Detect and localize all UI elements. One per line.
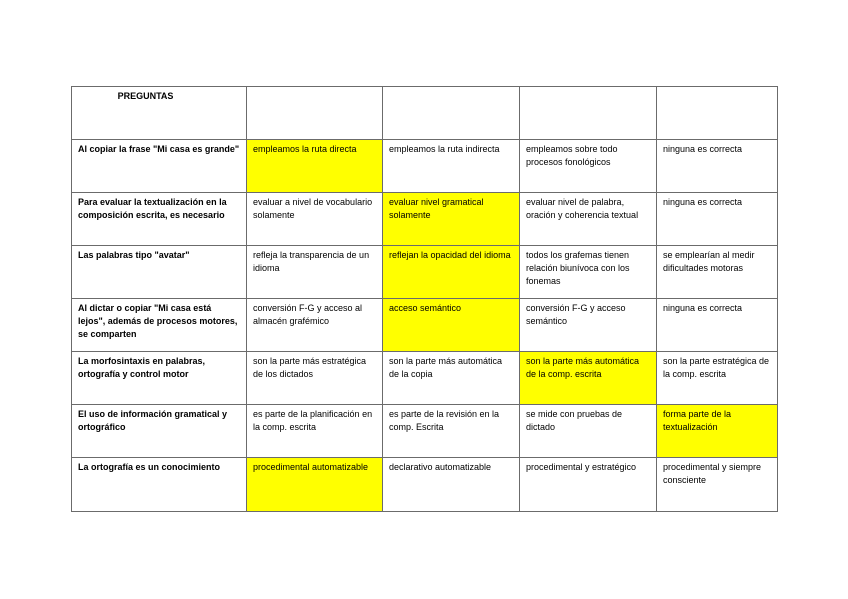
answer-cell-highlighted: son la parte más automática de la comp. escrita	[520, 352, 657, 405]
header-cell-empty	[247, 87, 383, 140]
answer-cell: todos los grafemas tienen relación biunívoca con los fonemas	[520, 246, 657, 299]
answer-cell: conversión F-G y acceso semántico	[520, 299, 657, 352]
quiz-table	[71, 86, 778, 512]
answer-cell: conversión F-G y acceso al almacén grafémico	[247, 299, 383, 352]
answer-cell-highlighted: evaluar nivel gramatical solamente	[383, 193, 520, 246]
answer-cell-highlighted: reflejan la opacidad del idioma	[383, 246, 520, 299]
question-row	[72, 193, 778, 246]
answer-cell: evaluar a nivel de vocabulario solamente	[247, 193, 383, 246]
header-row	[72, 87, 778, 140]
answer-cell: ninguna es correcta	[657, 140, 778, 193]
question-cell: El uso de información gramatical y ortográfico	[72, 405, 247, 458]
header-preguntas-label: PREGUNTAS	[117, 91, 174, 101]
answer-cell: ninguna es correcta	[657, 299, 778, 352]
header-cell-preguntas	[72, 87, 247, 140]
question-cell: La morfosintaxis en palabras, ortografía y control motor	[72, 352, 247, 405]
answer-cell-highlighted: forma parte de la textualización	[657, 405, 778, 458]
quiz-table-body	[72, 87, 778, 512]
answer-cell: se mide con pruebas de dictado	[520, 405, 657, 458]
question-row	[72, 299, 778, 352]
answer-cell: procedimental y estratégico	[520, 458, 657, 512]
answer-cell: son la parte más estratégica de los dictados	[247, 352, 383, 405]
answer-cell: son la parte más automática de la copia	[383, 352, 520, 405]
answer-cell: declarativo automatizable	[383, 458, 520, 512]
question-row	[72, 246, 778, 299]
question-row	[72, 458, 778, 512]
answer-cell-highlighted: acceso semántico	[383, 299, 520, 352]
answer-cell: evaluar nivel de palabra, oración y coherencia textual	[520, 193, 657, 246]
question-cell: Al dictar o copiar "Mi casa está lejos", además de procesos motores, se comparten	[72, 299, 247, 352]
header-cell-empty	[383, 87, 520, 140]
answer-cell: procedimental y siempre consciente	[657, 458, 778, 512]
question-cell: La ortografía es un conocimiento	[72, 458, 247, 512]
answer-cell: son la parte estratégica de la comp. escrita	[657, 352, 778, 405]
answer-cell-highlighted: empleamos la ruta directa	[247, 140, 383, 193]
question-row	[72, 140, 778, 193]
answer-cell: empleamos la ruta indirecta	[383, 140, 520, 193]
question-cell: Al copiar la frase "Mi casa es grande"	[72, 140, 247, 193]
answer-cell: ninguna es correcta	[657, 193, 778, 246]
answer-cell-highlighted: procedimental automatizable	[247, 458, 383, 512]
answer-cell: refleja la transparencia de un idioma	[247, 246, 383, 299]
question-row	[72, 352, 778, 405]
answer-cell: se emplearían al medir dificultades motoras	[657, 246, 778, 299]
answer-cell: es parte de la revisión en la comp. Escrita	[383, 405, 520, 458]
header-cell-empty	[520, 87, 657, 140]
question-cell: Para evaluar la textualización en la composición escrita, es necesario	[72, 193, 247, 246]
header-cell-empty	[657, 87, 778, 140]
answer-cell: es parte de la planificación en la comp. escrita	[247, 405, 383, 458]
question-cell: Las palabras tipo "avatar"	[72, 246, 247, 299]
answer-cell: empleamos sobre todo procesos fonológicos	[520, 140, 657, 193]
question-row	[72, 405, 778, 458]
